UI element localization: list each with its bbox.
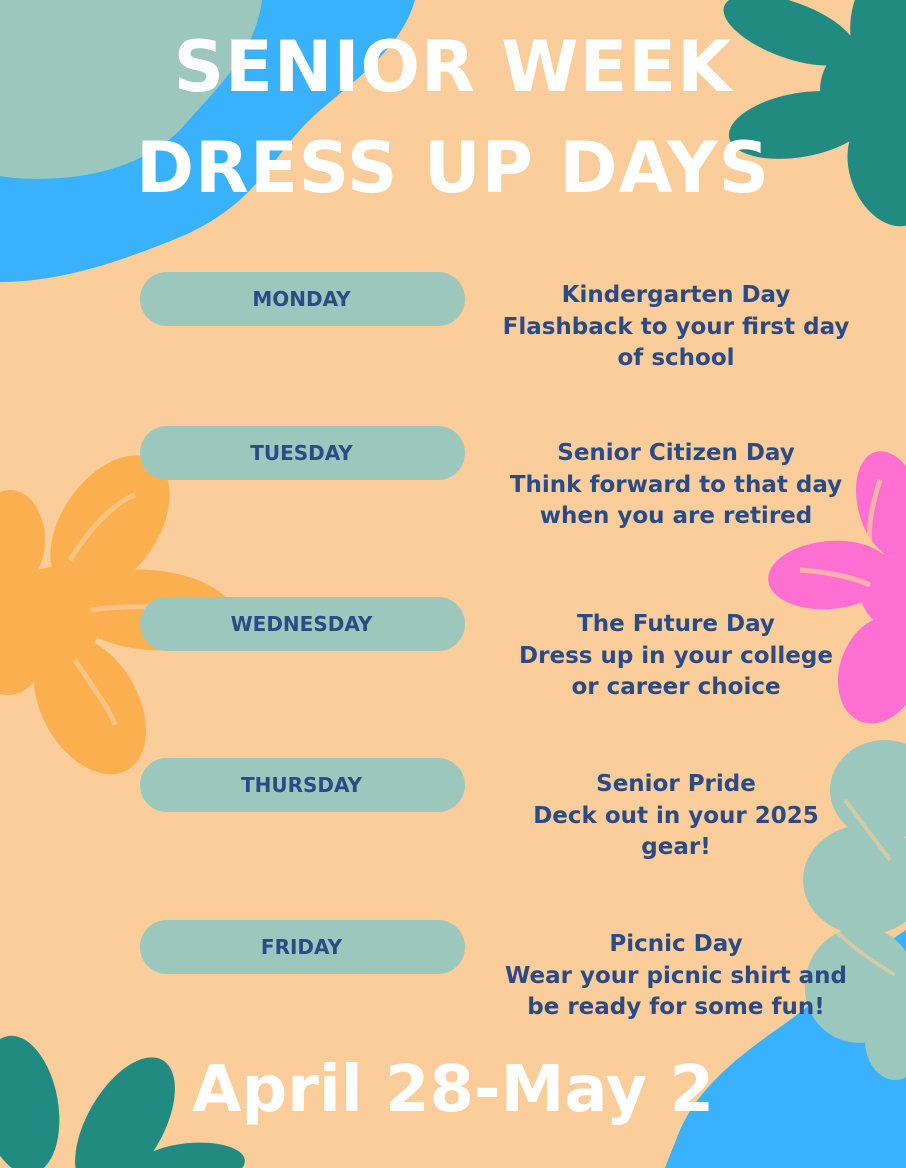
day-label: FRIDAY [260, 935, 343, 959]
theme-detail-line: or career choice [571, 674, 781, 700]
title-line-2: DRESS UP DAYS [135, 127, 771, 209]
day-description-friday [470, 929, 882, 1024]
theme-name: Senior Citizen Day [557, 440, 795, 466]
theme-name: The Future Day [577, 611, 775, 637]
event-dates: April 28-May 2 [191, 1053, 715, 1127]
day-label: TUESDAY [250, 441, 353, 465]
theme-detail-line: Deck out in your 2025 [533, 802, 819, 829]
theme-name: Senior Pride [596, 771, 756, 797]
theme-name: Kindergarten Day [561, 282, 791, 308]
theme-detail-line: Wear your picnic shirt and [504, 962, 848, 989]
day-description-thursday [470, 769, 882, 864]
day-label: WEDNESDAY [230, 612, 373, 636]
day-pill-wednesday [140, 597, 465, 651]
day-description-monday [470, 280, 882, 375]
theme-detail-line: Flashback to your first day [502, 313, 850, 340]
title-line-1: SENIOR WEEK [173, 26, 733, 108]
theme-detail-line: gear! [641, 834, 711, 860]
day-label: MONDAY [252, 287, 351, 311]
day-description-wednesday [470, 609, 882, 704]
day-pill-tuesday [140, 426, 465, 480]
day-pill-monday [140, 272, 465, 326]
theme-detail-line: when you are retired [539, 503, 813, 529]
day-description-tuesday [470, 438, 882, 533]
day-label: THURSDAY [240, 773, 363, 797]
theme-detail-line: Think forward to that day [509, 471, 843, 498]
theme-detail-line: of school [617, 345, 735, 371]
theme-name: Picnic Day [609, 931, 743, 957]
day-pill-thursday [140, 758, 465, 812]
theme-detail-line: Dress up in your college [519, 642, 833, 669]
day-pill-friday [140, 920, 465, 974]
theme-detail-line: be ready for some fun! [527, 994, 825, 1020]
